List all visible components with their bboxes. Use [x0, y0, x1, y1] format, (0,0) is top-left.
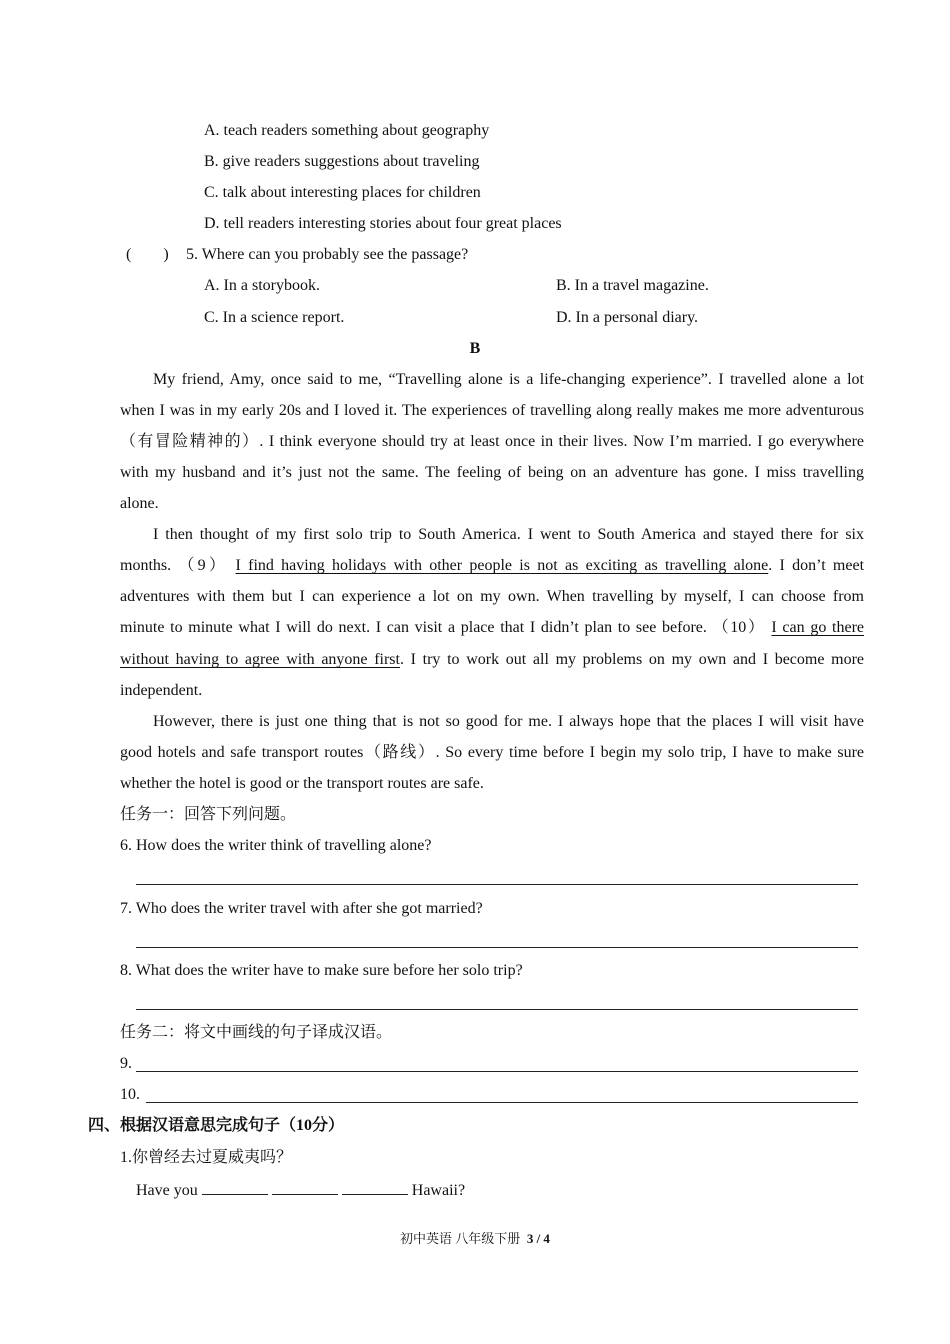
passage-text: . I try to work out all my problems on my own and I become more — [399, 651, 864, 668]
q5-option-d: D. In a personal diary. — [556, 309, 699, 326]
page-number: 3 / 4 — [526, 1231, 550, 1246]
passage-line: when I was in my early 20s and I loved it. The experiences of travelling along really makes me more adventurous — [120, 402, 864, 419]
passage-line: However, there is just one thing that is not so good for me. I always hope that the places I will visit have — [153, 713, 864, 730]
q5-answer-paren: ( ) — [126, 246, 169, 263]
passage-line-with-underline-9 — [120, 556, 864, 576]
answer-line-10[interactable] — [146, 1102, 858, 1103]
sentence-start: Have you — [136, 1182, 198, 1199]
q4-option-a: A. teach readers something about geography — [204, 122, 490, 139]
question-8: 8. What does the writer have to make sure before her solo trip? — [120, 962, 523, 979]
answer-line-9[interactable] — [136, 1071, 858, 1072]
q5-option-a: A. In a storybook. — [204, 277, 320, 294]
passage-b-heading: B — [469, 340, 481, 357]
passage-line: （有冒险精神的）. I think everyone should try at least once in their lives. Now I’m married. I go everywhere — [120, 433, 864, 450]
q4-option-b: B. give readers suggestions about traveling — [204, 153, 480, 170]
passage-line: independent. — [120, 682, 203, 699]
blank-1[interactable] — [202, 1179, 268, 1195]
q4-option-d: D. tell readers interesting stories about four great places — [204, 215, 562, 232]
page-footer — [0, 1229, 950, 1249]
task2-title: 任务二：将文中画线的句子译成汉语。 — [120, 1024, 393, 1041]
task1-title: 任务一：回答下列问题。 — [120, 806, 297, 823]
passage-line: good hotels and safe transport routes（路线）. So every time before I begin my solo trip, I have to make sure — [120, 744, 864, 761]
question-6: 6. How does the writer think of travelling alone? — [120, 837, 432, 854]
underlined-sentence-9: I find having holidays with other people is not as exciting as travelling alone — [235, 557, 769, 574]
passage-line-with-underline-10 — [120, 618, 864, 638]
q4-option-c: C. talk about interesting places for children — [204, 184, 481, 201]
question-7: 7. Who does the writer travel with after she got married? — [120, 900, 483, 917]
passage-line-with-underline-10 — [120, 650, 864, 670]
passage-text: minute to minute what I will do next. I can visit a place that I didn’t plan to see before. （10） — [120, 619, 766, 636]
blank-3[interactable] — [342, 1179, 408, 1195]
section-4-title: 四、根据汉语意思完成句子（10分） — [88, 1117, 345, 1134]
passage-line: adventures with them but I can experience a lot on my own. When travelling by myself, I can choose from — [120, 588, 864, 605]
passage-line: alone. — [120, 495, 159, 512]
footer-subject: 初中英语 八年级下册 — [400, 1231, 521, 1246]
answer-line-7[interactable] — [136, 947, 858, 948]
passage-line: whether the hotel is good or the transport routes are safe. — [120, 775, 484, 792]
passage-text: . I don’t meet — [768, 557, 865, 574]
q5-option-c: C. In a science report. — [204, 309, 345, 326]
answer-line-8[interactable] — [136, 1009, 858, 1010]
section4-q1-english — [136, 1179, 465, 1201]
underlined-sentence-10-part1: I can go there — [771, 619, 865, 636]
section4-q1-chinese: 1.你曾经去过夏威夷吗？ — [120, 1149, 293, 1166]
question-10-label: 10. — [120, 1086, 140, 1103]
answer-line-6[interactable] — [136, 884, 858, 885]
passage-line: I then thought of my first solo trip to South America. I went to South America and stayed there for six — [153, 526, 864, 543]
q5-option-b: B. In a travel magazine. — [556, 277, 709, 294]
q5-question: 5. Where can you probably see the passage? — [186, 246, 469, 263]
sentence-end: Hawaii? — [411, 1182, 466, 1199]
passage-line: with my husband and it’s just not the same. The feeling of being on an adventure has gone. I miss travelling — [120, 464, 864, 481]
underlined-sentence-10-part2: without having to agree with anyone first — [120, 651, 400, 668]
blank-2[interactable] — [272, 1179, 338, 1195]
question-9-label: 9. — [120, 1055, 132, 1072]
passage-text: months. （9） — [120, 557, 229, 574]
passage-line: My friend, Amy, once said to me, “Travelling alone is a life-changing experience”. I travelled alone a lot — [153, 371, 864, 388]
